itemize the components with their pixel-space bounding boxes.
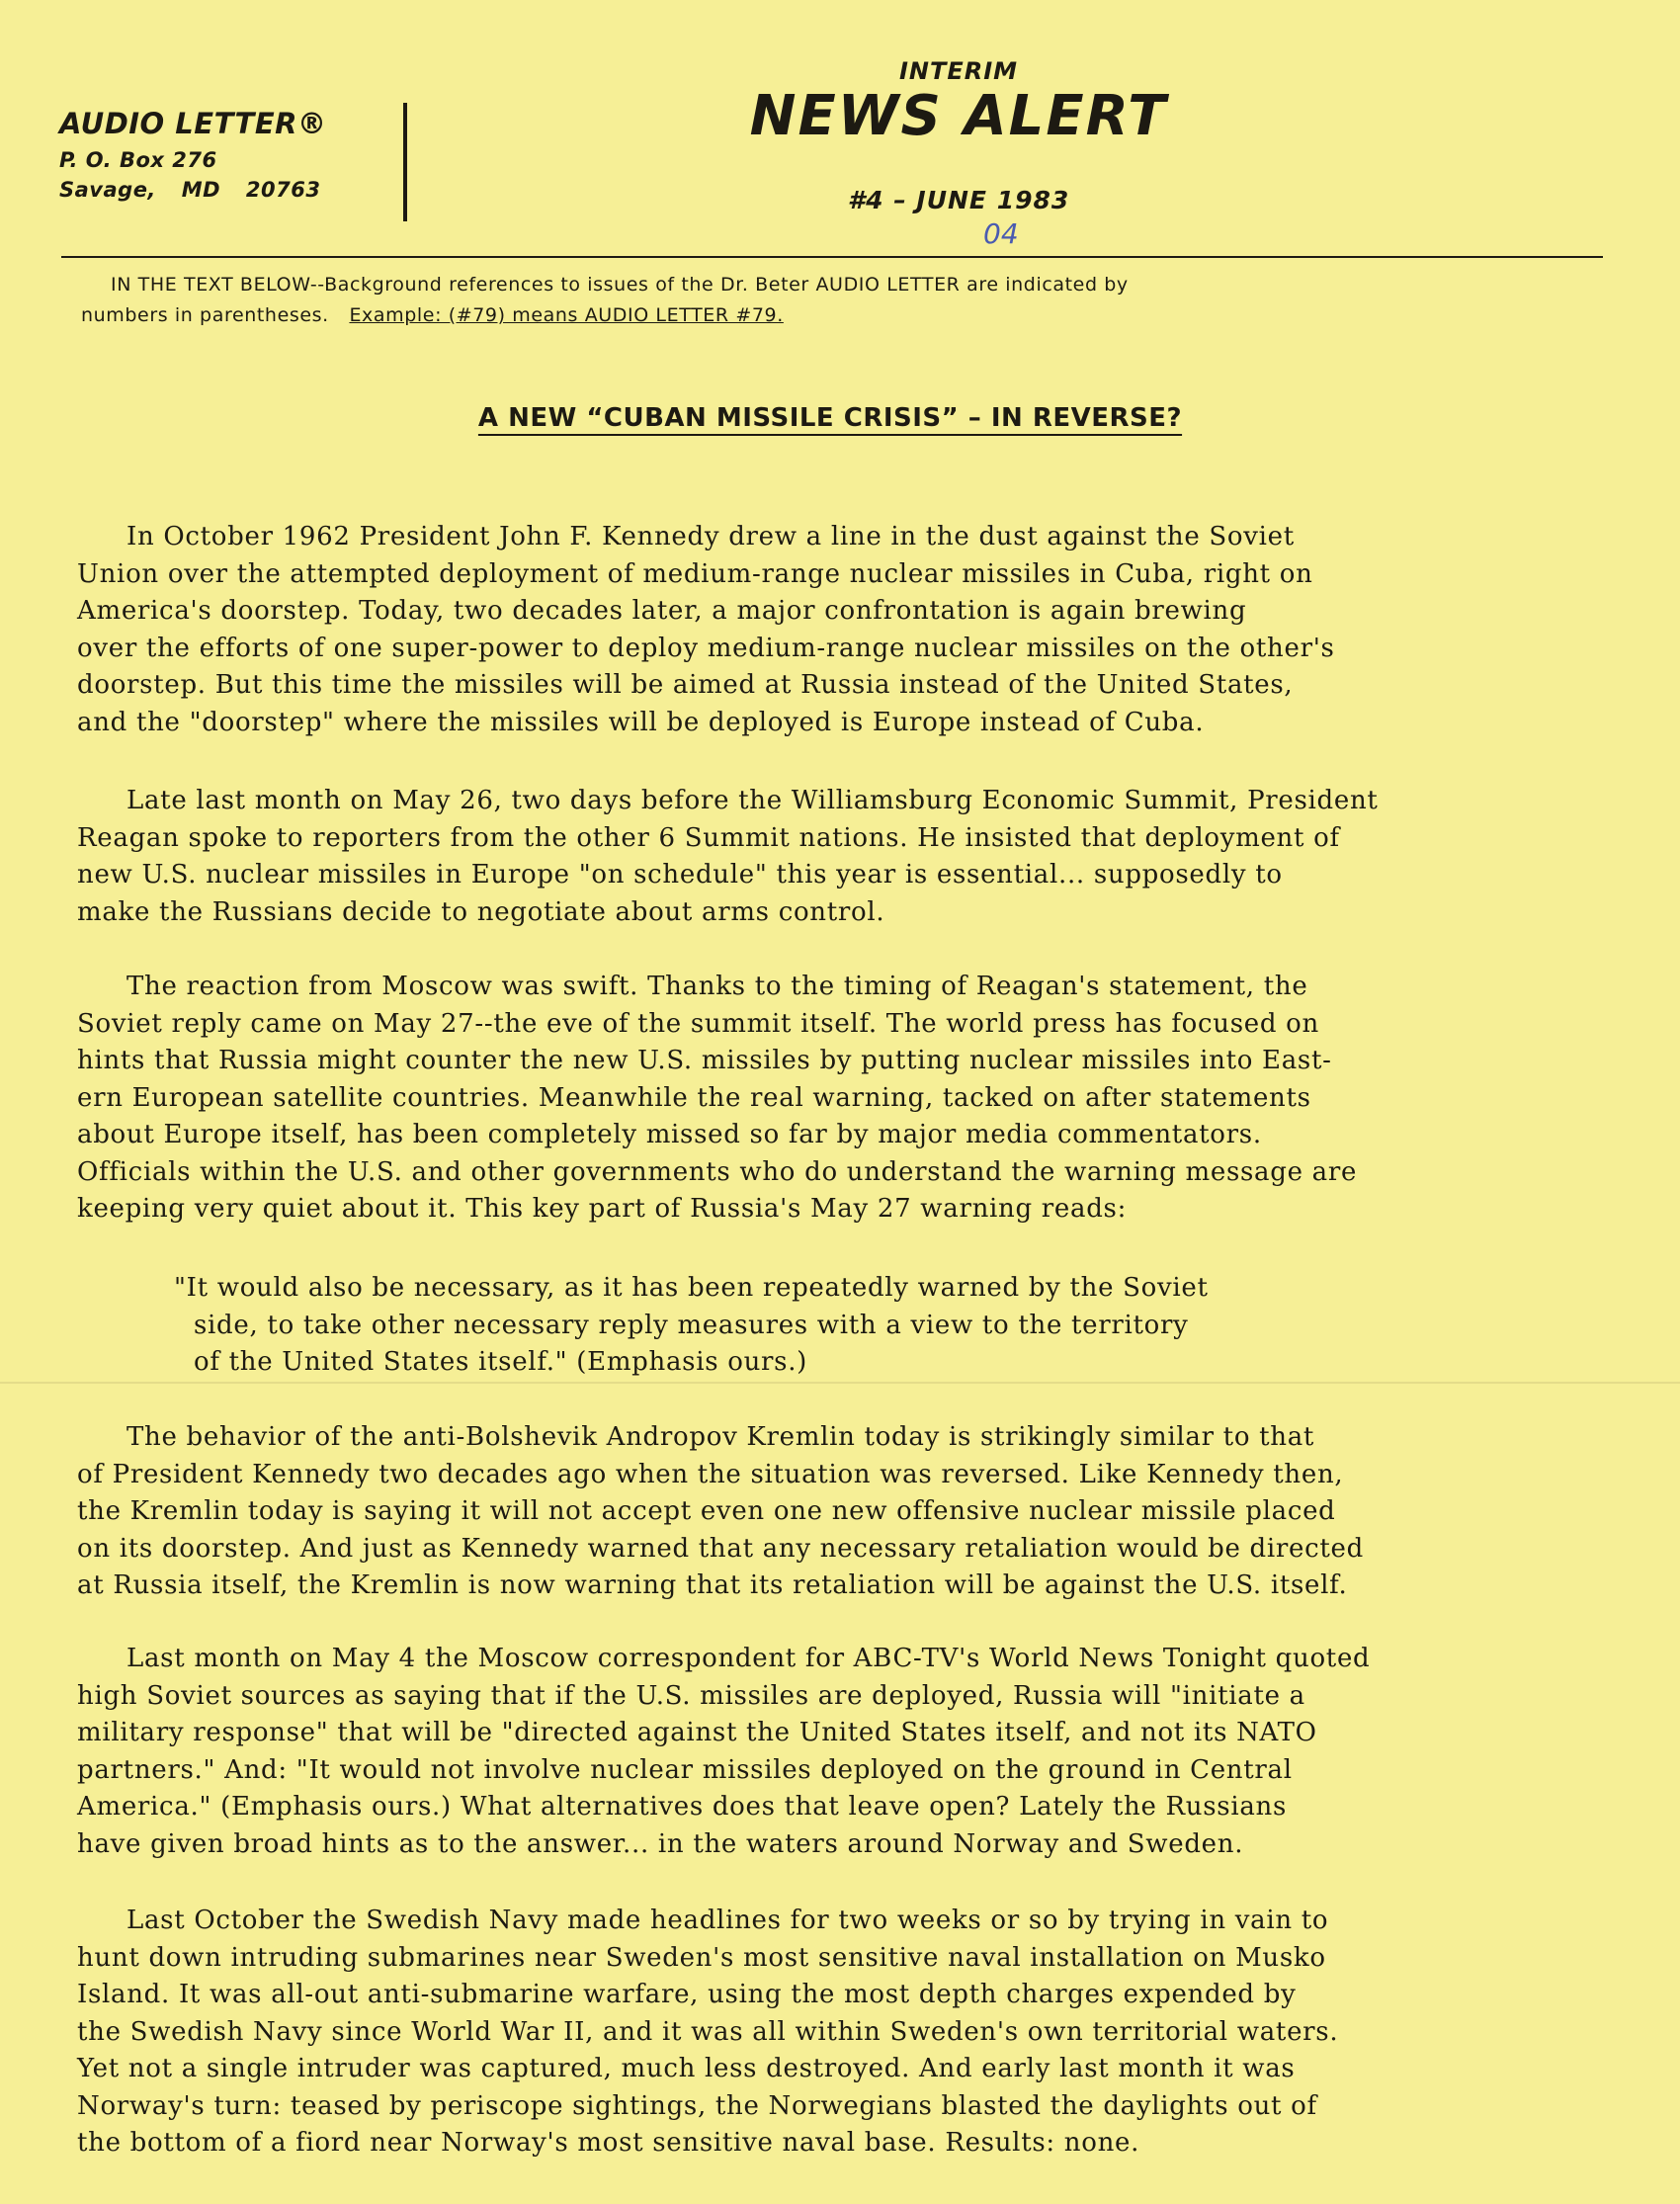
- paragraph-line: new U.S. nuclear missiles in Europe "on schedule" this year is essential... supposedly to: [77, 860, 1283, 890]
- paragraph-line: about Europe itself, has been completely missed so far by major media commentators.: [77, 1120, 1262, 1149]
- paragraph-line: Officials within the U.S. and other governments who do understand the warning message are: [77, 1156, 1358, 1187]
- block-quote: [174, 1270, 1459, 1382]
- paragraph-line: hunt down intruding submarines near Sweden's most sensitive naval installation on Musko: [77, 1942, 1326, 1973]
- paragraph-line: and the "doorstep" where the missiles will be deployed is Europe instead of Cuba.: [77, 707, 1205, 737]
- paragraph-line: the Swedish Navy since World War II, and it was all within Sweden's own territorial waters.: [77, 2016, 1339, 2047]
- paragraph-line: Yet not a single intruder was captured, much less destroyed. And early last month it was: [77, 2054, 1296, 2083]
- city-zip: [59, 178, 385, 202]
- masthead: [692, 57, 1304, 214]
- paragraph-line: the bottom of a fiord near Norway's most sensitive naval base. Results: none.: [77, 2128, 1140, 2158]
- paragraph-5: [77, 1641, 1648, 1863]
- paper-fold: [0, 1382, 1680, 1384]
- po-box: P. O. Box 276: [59, 148, 217, 172]
- paragraph-line: America's doorstep. Today, two decades later, a major confrontation is again brewing: [77, 596, 1247, 626]
- note-line-1: IN THE TEXT BELOW--Background references to issues of the Dr. Beter AUDIO LETTER are indicated by: [111, 274, 1129, 296]
- publisher-block: [59, 107, 385, 202]
- paragraph-line: Last October the Swedish Navy made headlines for two weeks or so by trying in vain to: [126, 1906, 1329, 1935]
- paragraph-4: [77, 1419, 1648, 1605]
- article-headline: A NEW “CUBAN MISSILE CRISIS” – IN REVERSE?: [477, 403, 1183, 433]
- paragraph-1: [77, 519, 1648, 741]
- paragraph-line: Norway's turn: teased by periscope sightings, the Norwegians blasted the daylights out of: [77, 2090, 1317, 2121]
- issue-number: #4 – JUNE 1983: [847, 186, 1070, 214]
- vertical-divider: [403, 103, 407, 221]
- paragraph-line: on its doorstep. And just as Kennedy warned that any necessary retaliation would be directed: [77, 1533, 1364, 1564]
- paragraph-line: Soviet reply came on May 27--the eve of the summit itself. The world press has focused on: [77, 1008, 1319, 1039]
- paragraph-line: Reagan spoke to reporters from the other 6 Summit nations. He insisted that deployment of: [77, 822, 1340, 853]
- paragraph-6: [77, 1903, 1648, 2162]
- paragraph-line: partners." And: "It would not involve nuclear missiles deployed on the ground in Central: [77, 1754, 1293, 1785]
- reference-note: [81, 270, 1593, 331]
- paragraph-line: high Soviet sources as saying that if the U.S. missiles are deployed, Russia will "initiate a: [77, 1680, 1305, 1711]
- zip: 20763: [245, 178, 321, 202]
- quote-line: of the United States itself." (Emphasis ours.): [194, 1347, 808, 1377]
- paragraph-line: military response" that will be "directed against the United States itself, and not its NATO: [77, 1718, 1317, 1747]
- paragraph-line: Island. It was all-out anti-submarine warfare, using the most depth charges expended by: [77, 1980, 1297, 2009]
- paragraph-line: Union over the attempted deployment of medium-range nuclear missiles in Cuba, right on: [77, 558, 1313, 589]
- handwritten-note: 04: [983, 217, 1019, 250]
- quote-line: side, to take other necessary reply measures with a view to the territory: [194, 1310, 1189, 1340]
- paragraph-2: [77, 783, 1648, 931]
- publisher-name: AUDIO LETTER®: [59, 107, 327, 140]
- paragraph-line: hints that Russia might counter the new U.S. missiles by putting nuclear missiles into East-: [77, 1046, 1332, 1075]
- header-divider: [61, 256, 1603, 258]
- paragraph-line: keeping very quiet about it. This key part of Russia's May 27 warning reads:: [77, 1194, 1128, 1224]
- paragraph-line: of President Kennedy two decades ago when the situation was reversed. Like Kennedy then,: [77, 1459, 1344, 1489]
- paragraph-line: ern European satellite countries. Meanwhile the real warning, tacked on after statements: [77, 1082, 1311, 1113]
- masthead-title: NEWS ALERT: [749, 84, 1168, 148]
- quote-line: "It would also be necessary, as it has been repeatedly warned by the Soviet: [174, 1273, 1209, 1303]
- paragraph-line: the Kremlin today is saying it will not accept even one new offensive nuclear missile placed: [77, 1496, 1336, 1526]
- note-line-2a: numbers in parentheses.: [81, 304, 329, 326]
- paragraph-line: The behavior of the anti-Bolshevik Andropov Kremlin today is strikingly similar to that: [126, 1422, 1315, 1452]
- paragraph-line: have given broad hints as to the answer... in the waters around Norway and Sweden.: [77, 1828, 1244, 1859]
- paragraph-line: doorstep. But this time the missiles will be aimed at Russia instead of the United States,: [77, 670, 1294, 700]
- city: Savage, MD: [59, 178, 221, 202]
- kicker: INTERIM: [898, 57, 1019, 85]
- paragraph-line: Last month on May 4 the Moscow correspondent for ABC-TV's World News Tonight quoted: [126, 1644, 1371, 1673]
- paragraph-line: America." (Emphasis ours.) What alternatives does that leave open? Lately the Russians: [77, 1792, 1288, 1822]
- paragraph-line: In October 1962 President John F. Kennedy drew a line in the dust against the Soviet: [126, 522, 1295, 551]
- paragraph-3: [77, 969, 1648, 1229]
- paragraph-line: The reaction from Moscow was swift. Thanks to the timing of Reagan's statement, the: [126, 972, 1308, 1001]
- paragraph-line: over the efforts of one super-power to deploy medium-range nuclear missiles on the other's: [77, 633, 1335, 663]
- paragraph-line: Late last month on May 26, two days before the Williamsburg Economic Summit, President: [126, 786, 1379, 815]
- note-example: Example: (#79) means AUDIO LETTER #79.: [349, 304, 784, 326]
- paragraph-line: at Russia itself, the Kremlin is now warning that its retaliation will be against the U.S. itself.: [77, 1570, 1348, 1600]
- paragraph-line: make the Russians decide to negotiate about arms control.: [77, 896, 885, 927]
